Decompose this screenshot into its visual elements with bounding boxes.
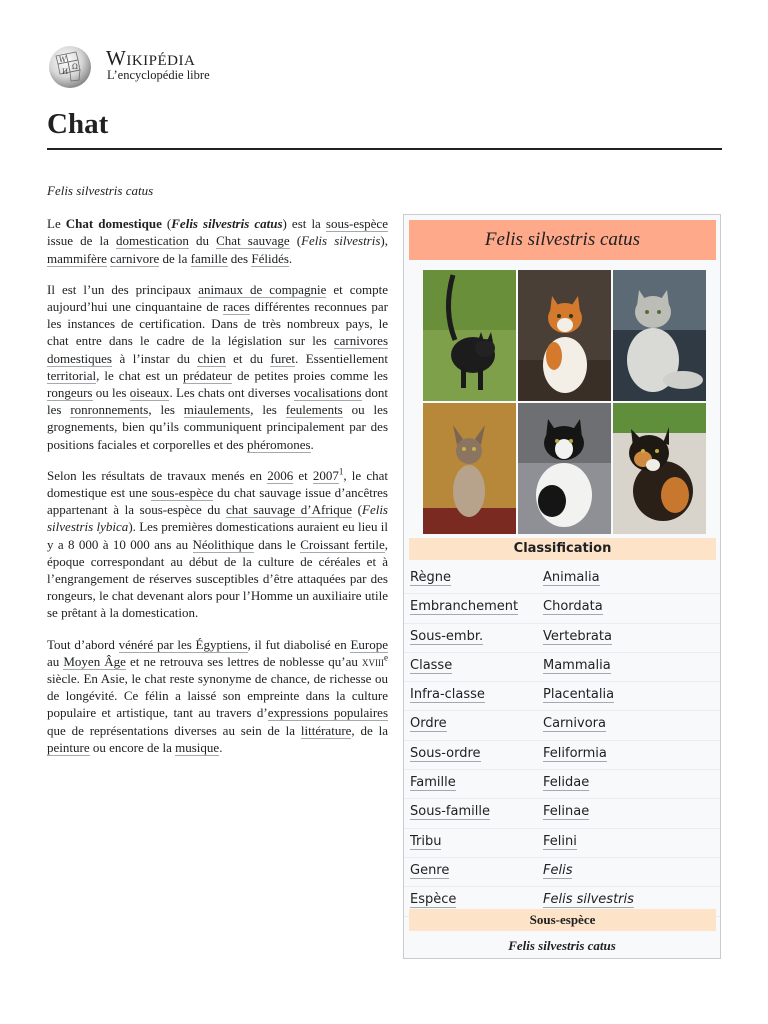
photo-orange-cat [518, 270, 611, 401]
text-span: dont les [47, 385, 388, 418]
text-span: Felis silvestris lybica [47, 502, 388, 535]
photo-bicolor-cat [518, 403, 611, 534]
classification-row [404, 858, 720, 887]
text-span: siècle. En Asie, le chat reste synonyme de chance, de richesse ou de longévité. Ce félin a laissé son empreinte dans la culture populaire et artistique, tant au travers d’ [47, 671, 388, 721]
text-span: xviii [361, 653, 384, 669]
text-span: et [293, 467, 313, 483]
text-span: . Les chats ont diverses [169, 385, 294, 401]
article-link[interactable]: carnivores domestiques [47, 333, 388, 366]
text-span: au [47, 653, 64, 669]
text-span: ou les [92, 385, 130, 401]
taxon-link[interactable]: Feliformia [543, 745, 607, 761]
article-subtitle: Felis silvestris catus [47, 183, 154, 198]
rank-link[interactable]: Sous-famille [410, 804, 490, 820]
article-link[interactable]: Chat sauvage [216, 233, 290, 249]
text-span: différentes reconnues par les instances de certification. Dans de très nombreux pays, le chat entre dans le cadre de la législation sur les [47, 299, 388, 349]
article-link[interactable]: vénéré par les Égyptiens [118, 636, 248, 652]
article-link[interactable]: 2006 [267, 467, 294, 483]
text-span: , époque correspondant au début de la culture de céréales et à l’engrangement de réserves susceptibles d’être attaquées par des rongeurs, le chat devenant alors pour l’Homme un auxiliaire utile se prêtant à la domestication. [47, 536, 389, 621]
text-span: des [227, 250, 252, 266]
article-link[interactable]: oiseaux [129, 385, 170, 401]
text-span: , les [250, 402, 286, 418]
rank-link[interactable]: Règne [410, 570, 451, 585]
superscript: e [383, 652, 388, 663]
paragraph-history [47, 636, 388, 756]
subspecies-name: Felis silvestris catus [508, 938, 616, 953]
photo-calico-cat [613, 403, 706, 534]
article-link[interactable]: littérature [300, 722, 352, 738]
rank-link[interactable]: Embranchement [410, 599, 519, 615]
article-link[interactable]: rongeurs [47, 385, 93, 401]
wikipedia-globe-icon[interactable] [46, 44, 94, 88]
page-title: Chat [47, 108, 109, 140]
wikipedia-wordmark[interactable]: Wikipédia [106, 46, 196, 70]
text-span: Tout d’abord [47, 636, 119, 652]
article-link[interactable]: chien [197, 350, 226, 366]
text-span: ). Les premières domestications auraient eu lieu il y a 8 000 à 10 000 ans au [47, 519, 388, 552]
text-span: ) est la [282, 216, 326, 232]
taxon-link[interactable]: Chordata [543, 599, 603, 615]
text-span: Selon les résultats de travaux menés en [47, 467, 268, 483]
text-span: . [288, 250, 293, 266]
taxon-link[interactable]: Felis silvestris [543, 892, 634, 908]
photo-black-cat [423, 270, 516, 401]
taxon-link[interactable]: Felini [543, 833, 577, 849]
text-span: Felis silvestris [301, 233, 381, 249]
text-span: Felis silvestris catus [171, 216, 283, 232]
text-span: , les [148, 402, 184, 418]
text-span: de petites proies comme les [232, 367, 388, 383]
classification-row [404, 653, 720, 682]
text-span: et ne retrouva ses lettres de noblesse qu’au [125, 653, 362, 669]
text-span: et du [225, 350, 271, 366]
text-span: du chat sauvage issue d’ancêtres appartenant à la sous-espèce du [47, 485, 388, 518]
article-link[interactable]: 2007 [312, 467, 339, 483]
taxon-link[interactable]: Felinae [543, 804, 590, 820]
photo-persian-cat [613, 270, 706, 401]
text-span: du [188, 233, 217, 249]
article-link[interactable]: Néolithique [192, 536, 254, 552]
text-span: ou les grognements, bien qu’ils communiquent principalement par des positions faciales et corporelles et des [47, 402, 388, 452]
rank-link[interactable]: Classe [410, 657, 453, 673]
classification-row [404, 799, 720, 828]
article-link[interactable]: sous-espèce [325, 216, 388, 232]
article-link[interactable]: peinture [47, 739, 90, 755]
text-span: , le chat est un [96, 367, 184, 383]
rank-link[interactable]: Infra-classe [410, 687, 485, 703]
rank-link[interactable]: Sous-embr. [410, 628, 484, 644]
taxon-link[interactable]: Felidae [543, 775, 590, 791]
article-link[interactable]: domestication [115, 233, 189, 249]
cat-photo-collage[interactable] [423, 270, 705, 534]
classification-row [404, 565, 720, 594]
article-link[interactable]: chat sauvage d’Afrique [226, 502, 353, 518]
rank-link[interactable]: Sous-ordre [410, 745, 481, 761]
classification-row [404, 770, 720, 799]
text-span: ( [161, 216, 172, 232]
text-span: de la [159, 250, 191, 266]
article-link[interactable]: musique [175, 739, 220, 755]
text-span: ( [289, 233, 302, 249]
text-span: ou encore de la [89, 739, 176, 755]
article-body [47, 182, 388, 770]
taxon-link[interactable]: Animalia [543, 570, 600, 585]
text-span: ( [352, 502, 362, 518]
classification-row [404, 624, 720, 653]
article-link[interactable]: races [223, 299, 250, 315]
article-link[interactable]: prédateur [183, 367, 233, 383]
classification-row [404, 682, 720, 711]
paragraph-intro [47, 215, 388, 267]
text-span: ), [380, 233, 389, 249]
classification-row [404, 711, 720, 740]
text-span: que de représentations diverses au sein de la [47, 722, 301, 738]
text-span: dans le [253, 536, 301, 552]
title-divider [47, 148, 722, 150]
superscript[interactable]: 1 [338, 466, 344, 477]
rank-link[interactable]: Famille [410, 775, 456, 791]
article-link[interactable]: vocalisations [293, 385, 362, 401]
article-link[interactable]: carnivore [110, 250, 160, 266]
svg-text:W: W [59, 56, 67, 64]
rank-link[interactable]: Tribu [410, 833, 442, 849]
classification-header: Classification [409, 538, 716, 560]
text-span: Il est l’un des principaux [47, 281, 199, 297]
article-link[interactable]: miaulements [183, 402, 251, 418]
article-link[interactable]: furet [270, 350, 295, 366]
article-link[interactable]: Croissant fertile [300, 536, 385, 552]
text-span: . [219, 739, 223, 755]
article-link[interactable]: expressions populaires [267, 705, 389, 721]
classification-row [404, 594, 720, 623]
paragraph-companion [47, 281, 388, 453]
text-span: . [310, 436, 314, 452]
article-link[interactable]: feulements [285, 402, 343, 418]
svg-text:Ω: Ω [72, 63, 78, 71]
wikipedia-tagline: L’encyclopédie libre [107, 68, 210, 82]
photo-burmese-cat [423, 403, 516, 534]
article-link[interactable]: sous-espèce [151, 485, 214, 501]
article-link[interactable]: Félidés [251, 250, 289, 266]
taxobox-title: Felis silvestris catus [409, 220, 716, 260]
paragraph-origins [47, 467, 388, 622]
subspecies-header: Sous-espèce [409, 909, 716, 931]
classification-row [404, 829, 720, 858]
taxon-link[interactable]: Carnivora [543, 716, 606, 732]
text-span: , le chat domestique est une [47, 467, 388, 501]
rank-link[interactable]: Ordre [410, 716, 447, 732]
taxon-link[interactable]: Felis [543, 862, 573, 878]
text-span: issue de la [47, 233, 116, 249]
article-link[interactable]: famille [190, 250, 228, 266]
text-span: Chat domestique [65, 216, 162, 232]
text-span: Le [47, 216, 66, 232]
article-link[interactable]: ronronnements [70, 402, 149, 418]
article-link[interactable]: Europe [350, 636, 388, 652]
rank-link[interactable]: Genre [410, 862, 450, 878]
taxon-link[interactable]: Placentalia [543, 687, 615, 703]
text-span: , il fut diabolisé en [247, 636, 351, 652]
rank-link[interactable]: Espèce [410, 892, 457, 908]
classification-table [404, 565, 720, 917]
text-span: et compte aujourd’hui une cinquantaine de [47, 281, 388, 315]
taxon-link[interactable]: Mammalia [543, 657, 611, 673]
article-link[interactable]: phéromones [247, 436, 311, 452]
svg-text:И: И [62, 68, 69, 76]
text-span: , de la [351, 722, 388, 738]
article-link[interactable]: mammifère [47, 250, 107, 266]
text-span: . Essentiellement [294, 350, 388, 366]
article-link[interactable]: animaux de compagnie [198, 281, 327, 297]
classification-row [404, 741, 720, 770]
taxobox [403, 214, 721, 959]
text-span: à l’instar du [112, 350, 198, 366]
taxon-link[interactable]: Vertebrata [543, 628, 612, 644]
article-link[interactable]: territorial [47, 367, 97, 383]
article-link[interactable]: Moyen Âge [63, 653, 126, 669]
